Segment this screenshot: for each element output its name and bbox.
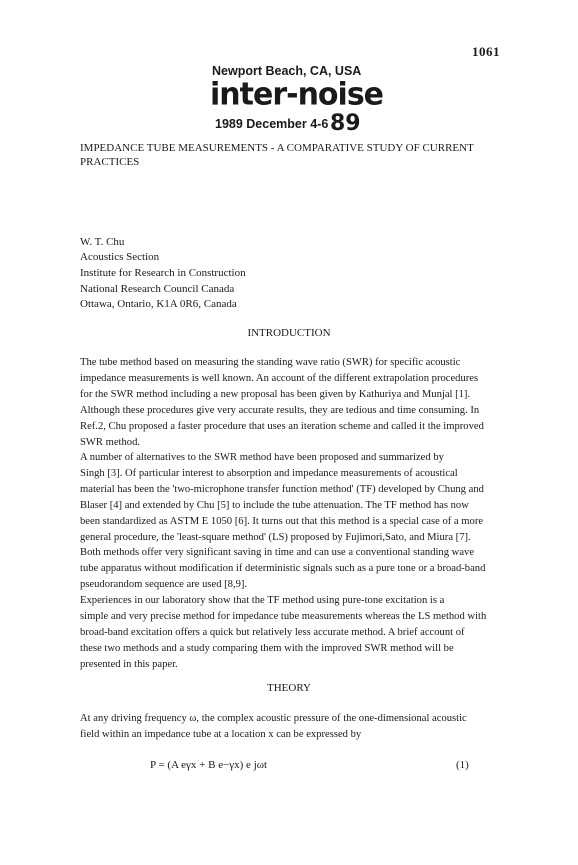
author-affiliation bbox=[80, 250, 246, 313]
text-line: At any driving frequency ω, the complex acoustic pressure of the one-dimensional acoustic bbox=[80, 713, 467, 724]
text-line: field within an impedance tube at a location x can be expressed by bbox=[80, 728, 362, 740]
equation-number: (1) bbox=[456, 759, 469, 771]
intro-paragraph-3 bbox=[80, 593, 500, 673]
affiliation-line: Ottawa, Ontario, K1A 0R6, Canada bbox=[80, 298, 237, 311]
text-line: been standardized as ASTM E 1050 [6]. It turns out that this method is a special case of a more bbox=[80, 515, 484, 527]
intro-paragraph-2 bbox=[80, 450, 500, 593]
text-line: tube apparatus without modification if deterministic signals such as a pure tone or a broad-band bbox=[80, 563, 486, 575]
text-line: Blaser [4] and extended by Chu [5] to include the tube attenuation. The TF method has now bbox=[80, 499, 469, 511]
author-name: W. T. Chu bbox=[80, 236, 125, 248]
text-line: A number of alternatives to the SWR method have been proposed and summarized by bbox=[80, 452, 444, 463]
intro-paragraph-1 bbox=[80, 355, 500, 450]
affiliation-line: Institute for Research in Construction bbox=[80, 266, 246, 279]
text-line: Both methods offer very significant saving in time and can use a conventional standing wave bbox=[80, 547, 475, 559]
paper-title: IMPEDANCE TUBE MEASUREMENTS - A COMPARATIVE STUDY OF CURRENT PRACTICES bbox=[80, 142, 474, 168]
text-line: these two methods and a study comparing them with the improved SWR method will be bbox=[80, 642, 454, 654]
conference-logo: inter-noise bbox=[210, 76, 384, 113]
text-line: Ref.2, Chu proposed a faster procedure that uses an iteration scheme and called it the improved bbox=[80, 420, 484, 432]
text-line: SWR method. bbox=[80, 436, 141, 448]
affiliation-line: National Research Council Canada bbox=[80, 282, 235, 295]
page-number: 1061 bbox=[472, 44, 500, 59]
text-line: The tube method based on measuring the standing wave ratio (SWR) for specific acoustic bbox=[80, 357, 461, 368]
equation-1: P = (A eγx + B e−γx) e jωt bbox=[150, 759, 268, 771]
text-line: Singh [3]. Of particular interest to absorption and impedance measurements of acoustical bbox=[80, 467, 458, 479]
conference-year-mark: 89 bbox=[330, 111, 361, 136]
text-line: Although these procedures give very accurate results, they are tedious and time consuming. In bbox=[80, 404, 480, 416]
text-line: broad-band excitation offers a quick but relatively less accurate method. A brief account of bbox=[80, 626, 465, 638]
conference-location: Newport Beach, CA, USA bbox=[212, 64, 362, 78]
text-line: general procedure, the 'least-square method' (LS) proposed by Fujimori,Sato, and Miura [7]. bbox=[80, 531, 471, 543]
text-line: Experiences in our laboratory show that the TF method using pure-tone excitation is a bbox=[80, 595, 445, 606]
text-line: simple and very precise method for impedance tube measurements whereas the LS method with bbox=[80, 610, 487, 622]
conference-date: 1989 December 4-6 bbox=[215, 117, 329, 131]
section-heading-theory: THEORY bbox=[267, 682, 311, 694]
text-line: presented in this paper. bbox=[80, 658, 178, 670]
theory-paragraph bbox=[80, 711, 500, 743]
affiliation-line: Acoustics Section bbox=[80, 251, 160, 263]
text-line: material has been the 'two-microphone transfer function method' (TF) developed by Chung and bbox=[80, 483, 484, 495]
text-line: impedance measurements is well known. An account of the different extrapolation procedures bbox=[80, 372, 479, 384]
section-heading-introduction: INTRODUCTION bbox=[247, 327, 331, 339]
text-line: pseudorandom sequence are used [8,9]. bbox=[80, 579, 248, 591]
text-line: for the SWR method including a new proposal has been given by Kathuriya and Munjal [1]. bbox=[80, 388, 471, 400]
